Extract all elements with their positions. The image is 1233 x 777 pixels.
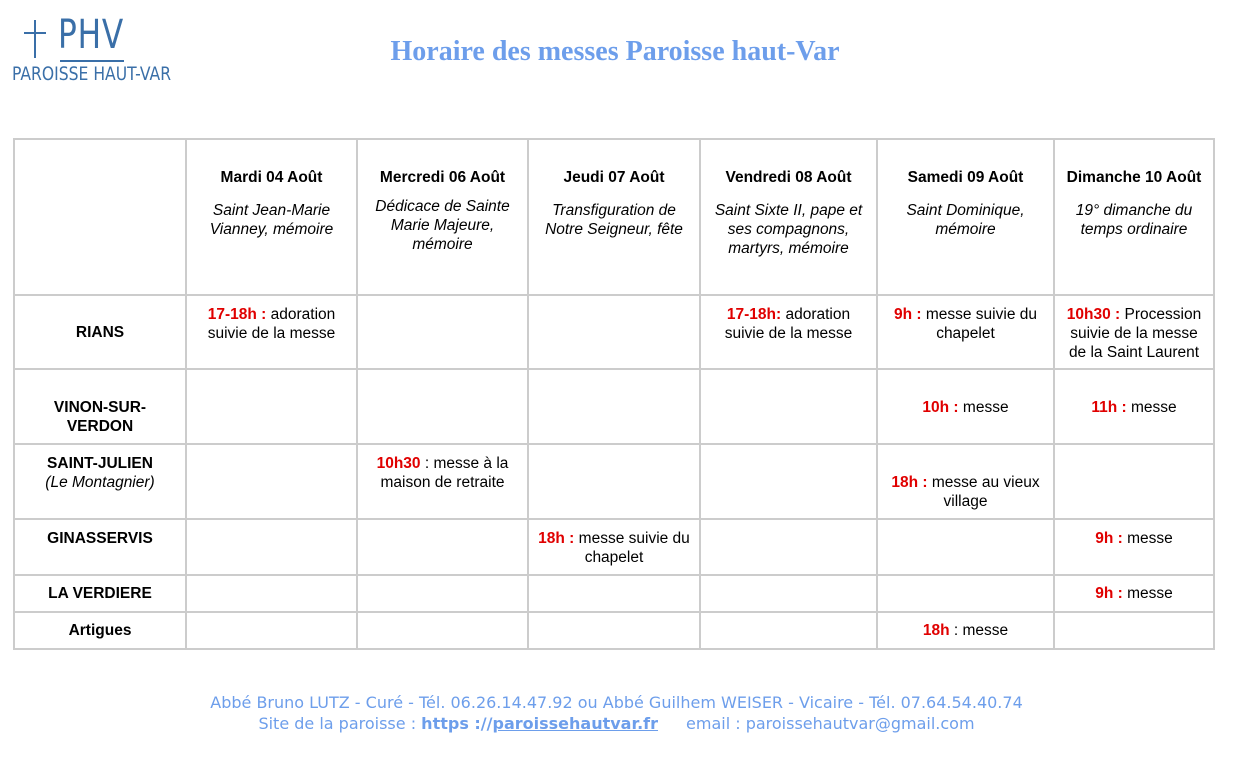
schedule-cell (877, 612, 1054, 649)
schedule-cell (528, 575, 700, 612)
schedule-cell (1054, 295, 1214, 369)
schedule-cell (700, 369, 877, 444)
day-header-mardi (186, 139, 357, 295)
mass-time: 11h : (1091, 399, 1127, 416)
day-label: Dimanche 10 Août (1066, 169, 1202, 186)
mass-time: 9h : (893, 306, 922, 323)
site-scheme: https :// (421, 714, 493, 733)
schedule-cell (186, 575, 357, 612)
table-row (14, 519, 1214, 575)
page-title: Horaire des messes Paroisse haut-Var (390, 36, 840, 67)
schedule-cell (1054, 519, 1214, 575)
day-header-jeudi (528, 139, 700, 295)
schedule-cell (357, 369, 528, 444)
logo-subtitle: PAROISSE HAUT-VAR (12, 63, 172, 85)
logo-mark: PHV (58, 12, 124, 58)
feast-label: Saint Jean-Marie Vianney, mémoire (209, 202, 334, 238)
feast-label: Saint Sixte II, pape et ses compagnons, martyrs, mémoire (714, 202, 863, 257)
mass-time: 17-18h: (726, 306, 782, 323)
mass-time: 18h : (538, 530, 575, 547)
location-name: RIANS (75, 323, 125, 341)
day-header-vendredi (700, 139, 877, 295)
mass-description: adoration suivie de la messe (724, 306, 853, 342)
mass-time: 17-18h : (207, 306, 267, 323)
schedule-cell (528, 444, 700, 519)
mass-description: messe (958, 399, 1009, 416)
location-subtitle: (Le Montagnier) (45, 474, 155, 491)
mass-time: 9h : (1095, 585, 1123, 602)
day-header-samedi (877, 139, 1054, 295)
site-label: Site de la paroisse : (258, 714, 422, 733)
header-row (14, 139, 1214, 295)
mass-time: 10h30 (376, 455, 421, 472)
location-cell (14, 295, 186, 369)
schedule-cell (877, 369, 1054, 444)
schedule-cell (1054, 369, 1214, 444)
parish-logo (12, 14, 182, 86)
schedule-cell (357, 444, 528, 519)
schedule-cell (877, 295, 1054, 369)
schedule-cell (700, 612, 877, 649)
location-cell (14, 519, 186, 575)
schedule-cell (357, 519, 528, 575)
schedule-cell (357, 295, 528, 369)
table-row (14, 575, 1214, 612)
day-header-mercredi (357, 139, 528, 295)
mass-time: 18h (922, 622, 950, 639)
schedule-cell (528, 295, 700, 369)
location-name: Artigues (68, 622, 132, 639)
mass-description: messe au vieux village (927, 474, 1040, 510)
schedule-cell (700, 295, 877, 369)
location-cell (14, 444, 186, 519)
mass-schedule-table (13, 138, 1215, 650)
schedule-cell (357, 612, 528, 649)
footer (0, 692, 1233, 734)
location-name: LA VERDIERE (48, 585, 152, 602)
mass-description: messe suivie du chapelet (921, 306, 1037, 342)
day-label: Vendredi 08 Août (725, 169, 852, 186)
website-link[interactable]: paroissehautvar.fr (492, 714, 659, 733)
mass-description: messe suivie du chapelet (574, 530, 699, 566)
day-label: Mardi 04 Août (220, 169, 323, 186)
location-name: VINON-SUR-VERDON (53, 399, 147, 435)
schedule-cell (186, 519, 357, 575)
schedule-cell (877, 575, 1054, 612)
schedule-cell (186, 444, 357, 519)
table-row (14, 295, 1214, 369)
logo-underline (60, 60, 124, 62)
schedule-cell (528, 612, 700, 649)
clergy-contacts: Abbé Bruno LUTZ - Curé - Tél. 06.26.14.47.92 ou Abbé Guilhem WEISER - Vicaire - Tél. 07.64.54.40.74 (210, 693, 1023, 712)
feast-label: 19° dimanche du temps ordinaire (1075, 202, 1193, 238)
mass-description: messe (1122, 530, 1173, 547)
corner-cell (14, 139, 186, 295)
schedule-cell (877, 444, 1054, 519)
schedule-cell (1054, 612, 1214, 649)
schedule-cell (700, 519, 877, 575)
schedule-cell (700, 575, 877, 612)
email-contact[interactable]: email : paroissehautvar@gmail.com (686, 714, 975, 733)
table-row (14, 612, 1214, 649)
schedule-cell (186, 612, 357, 649)
mass-description: Procession suivie de la messe de la Saint Laurent (1068, 306, 1202, 361)
schedule-cell (528, 519, 700, 575)
table-row (14, 444, 1214, 519)
table-row (14, 369, 1214, 444)
mass-time: 18h : (891, 474, 928, 491)
location-name: GINASSERVIS (47, 530, 153, 547)
schedule-cell (528, 369, 700, 444)
cross-icon (22, 20, 48, 58)
location-cell (14, 612, 186, 649)
day-label: Samedi 09 Août (907, 169, 1024, 186)
website-line (0, 713, 1233, 734)
schedule-cell (700, 444, 877, 519)
mass-time: 10h30 : (1066, 306, 1121, 323)
location-name: SAINT-JULIEN (47, 455, 153, 472)
schedule-cell (186, 369, 357, 444)
day-header-dimanche (1054, 139, 1214, 295)
schedule-cell (1054, 444, 1214, 519)
day-label: Jeudi 07 Août (563, 169, 665, 186)
mass-description: : messe (949, 622, 1009, 639)
mass-description: : messe à la maison de retraite (380, 455, 509, 491)
mass-time: 9h : (1095, 530, 1123, 547)
mass-description: messe (1122, 585, 1173, 602)
feast-label: Transfiguration de Notre Seigneur, fête (545, 202, 683, 238)
location-cell (14, 575, 186, 612)
day-label: Mercredi 06 Août (379, 169, 506, 186)
mass-description: messe (1126, 399, 1177, 416)
feast-label: Dédicace de Sainte Marie Majeure, mémoire (375, 198, 510, 253)
mass-description: adoration suivie de la messe (207, 306, 336, 342)
location-cell (14, 369, 186, 444)
schedule-cell (186, 295, 357, 369)
schedule-cell (1054, 575, 1214, 612)
schedule-cell (877, 519, 1054, 575)
schedule-cell (357, 575, 528, 612)
mass-time: 10h : (922, 399, 959, 416)
feast-label: Saint Dominique, mémoire (906, 202, 1025, 238)
